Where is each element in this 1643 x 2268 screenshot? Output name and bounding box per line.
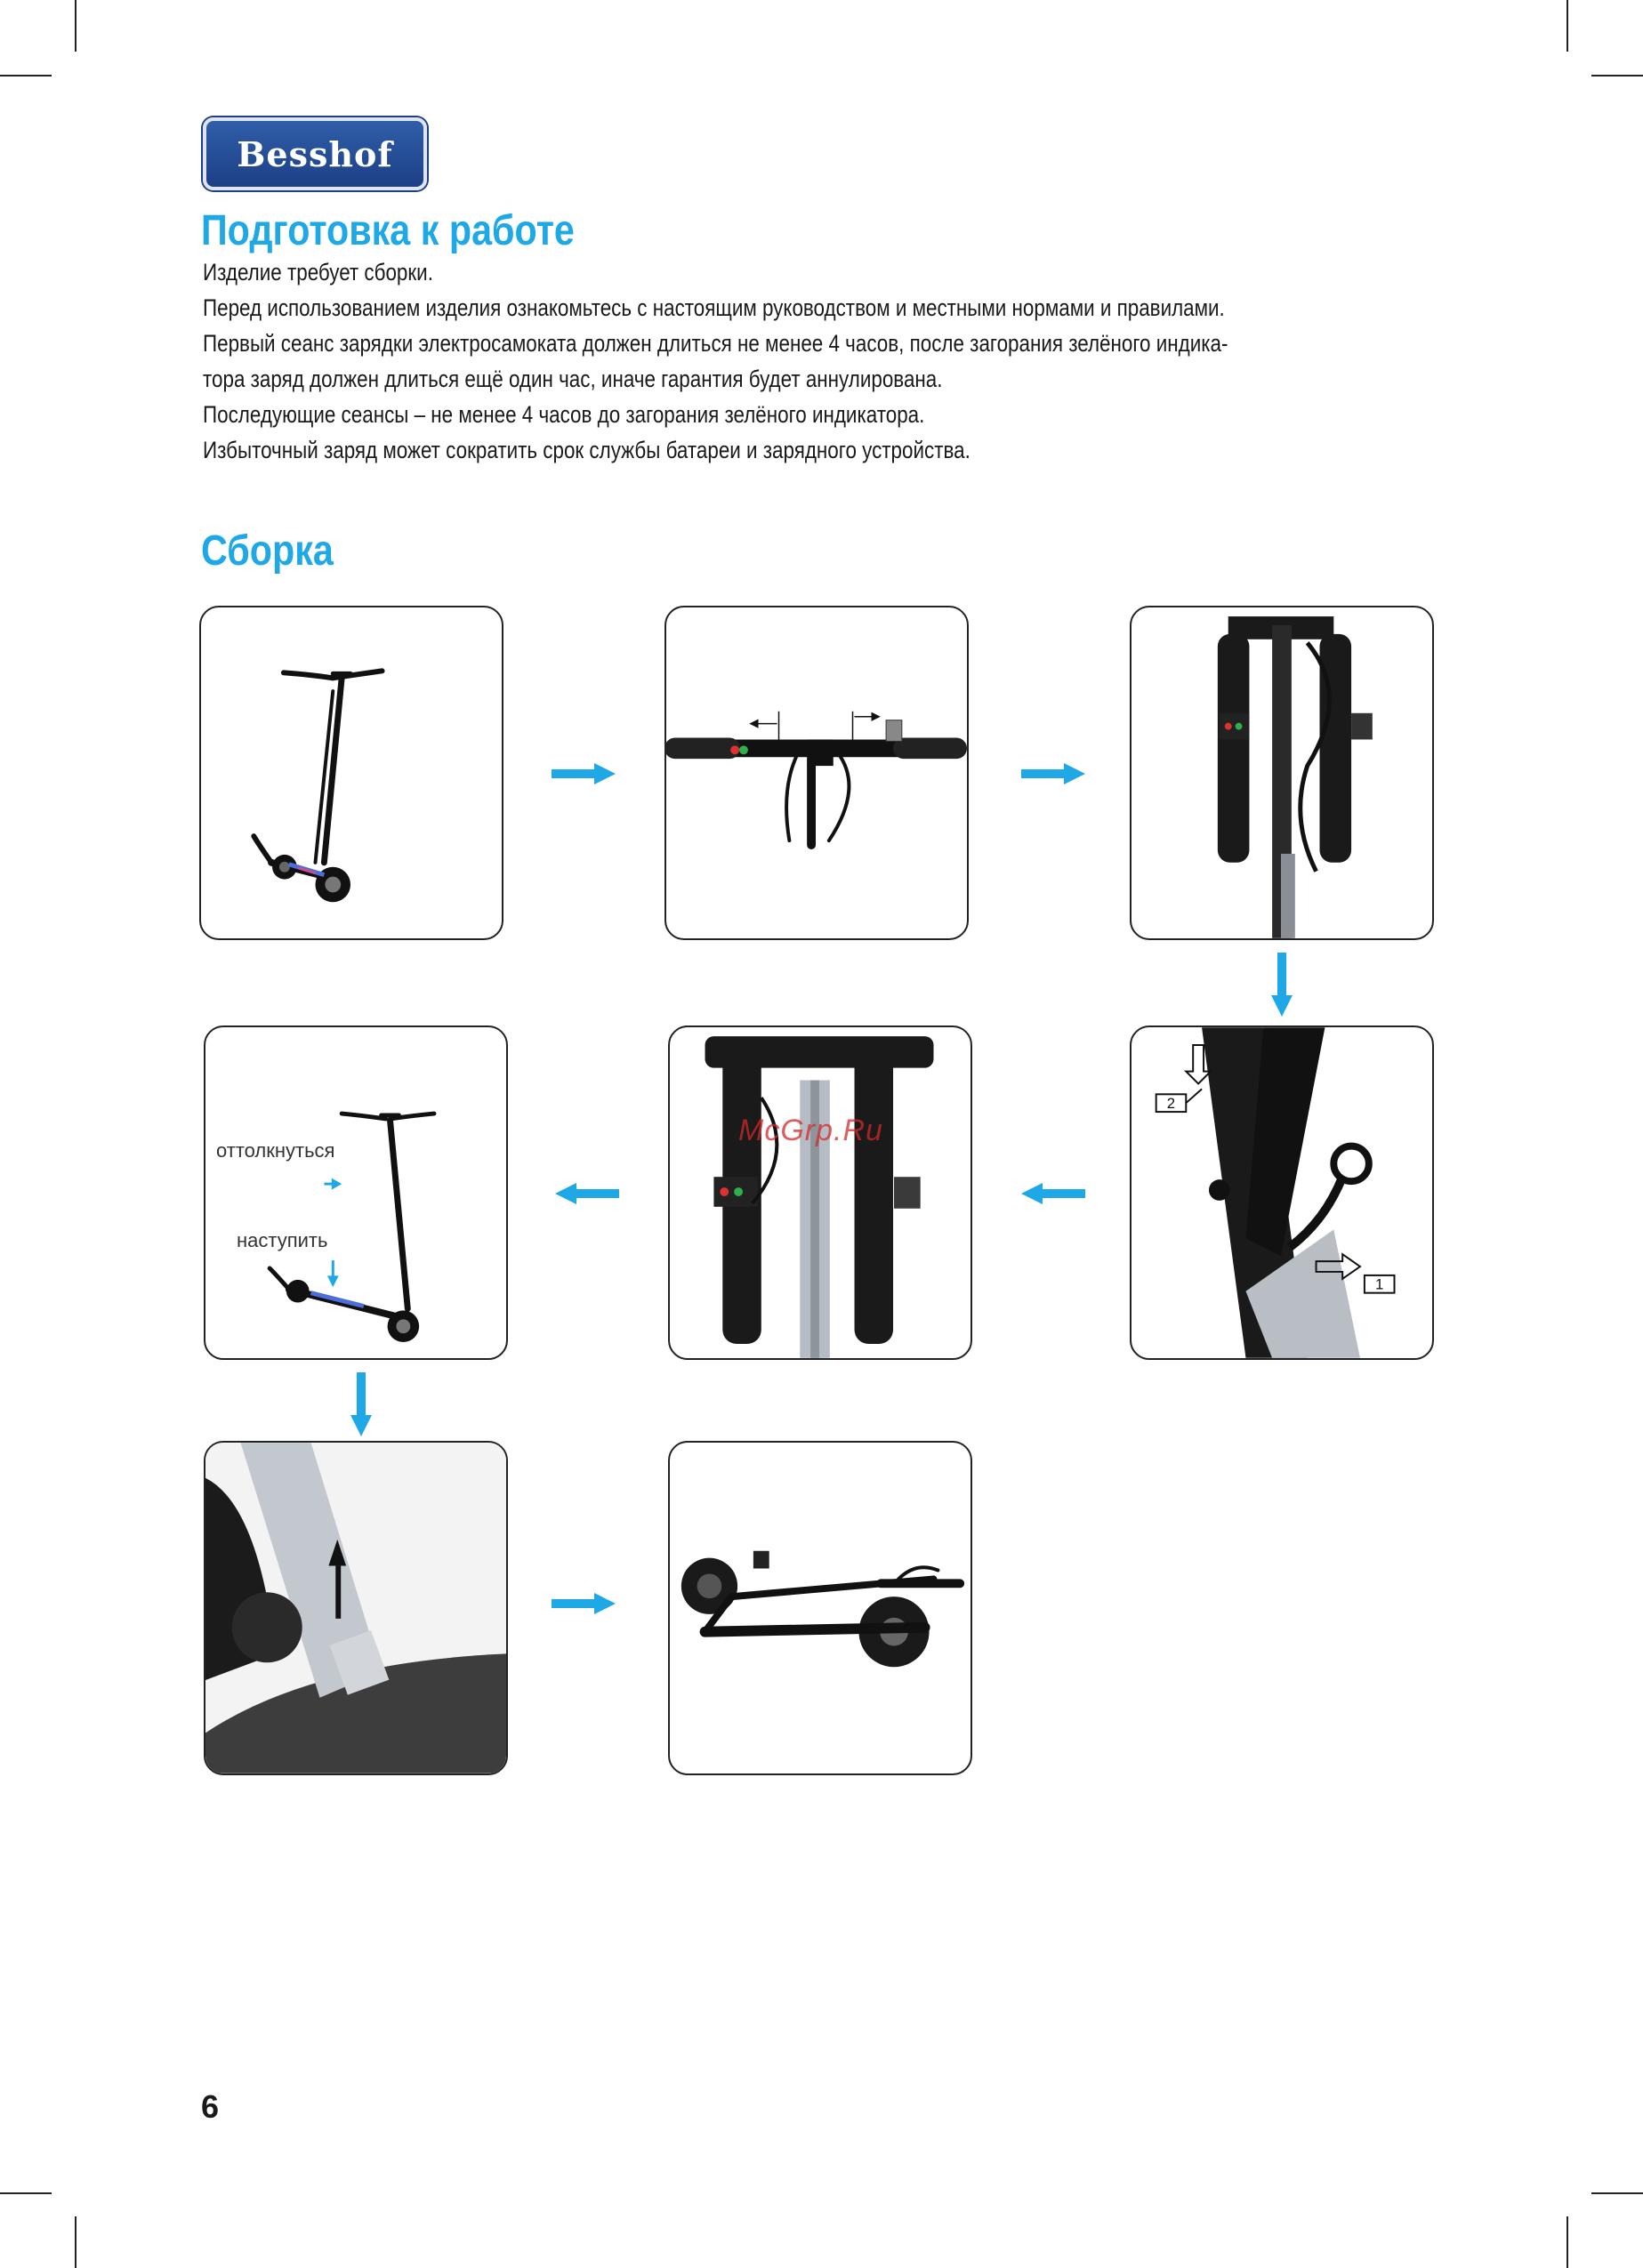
callout-2: 2 <box>1166 1095 1176 1113</box>
watermark-text: McGrp.Ru <box>738 1114 883 1147</box>
crop-mark <box>1591 2192 1643 2194</box>
step-8-image-riding <box>204 1025 508 1360</box>
crop-mark <box>1566 2216 1568 2268</box>
crop-mark <box>0 2192 52 2194</box>
step-on-label: наступить <box>237 1229 328 1251</box>
paragraph: Перед использованием изделия ознакомьтесь с настоящим руководством и местными нормами и правилами. <box>203 294 1225 321</box>
preparation-text <box>203 254 1252 468</box>
callout-1: 1 <box>1375 1275 1384 1293</box>
crop-mark <box>1566 0 1568 52</box>
crop-mark <box>75 0 77 52</box>
step-9-image-fold-latch <box>204 1441 508 1775</box>
step-1-image-unfolded-scooter <box>199 606 503 940</box>
step-10-image-folded-scooter <box>668 1441 972 1775</box>
assembly-title: Сборка <box>201 527 334 575</box>
arrow-down-icon <box>1271 953 1293 1017</box>
push-off-label: оттолкнуться <box>216 1139 335 1162</box>
crop-mark <box>75 2216 77 2268</box>
brand-logo-text: Besshof <box>237 133 393 174</box>
step-3-image-folded-handlebars <box>1130 606 1434 940</box>
paragraph: Избыточный заряд может сократить срок службы батареи и зарядного устройства. <box>203 437 970 463</box>
paragraph: Последующие сеансы – не менее 4 часов до загорания зелёного индикатора. <box>203 401 925 428</box>
arrow-right-icon <box>552 763 616 784</box>
step-4-image-stem-clamp <box>1130 1025 1434 1360</box>
brand-logo <box>203 117 427 190</box>
arrow-down-icon <box>350 1372 372 1436</box>
paragraph: тора заряд должен длиться ещё один час, иначе гарантия будет аннулирована. <box>203 366 943 392</box>
crop-mark <box>1591 75 1643 76</box>
arrow-right-icon <box>1021 763 1085 784</box>
step-2-image-handlebar <box>664 606 969 940</box>
arrow-right-icon <box>552 1593 616 1614</box>
arrow-left-icon <box>555 1183 619 1204</box>
paragraph: Первый сеанс зарядки электросамоката должен длиться не менее 4 часов, после загорания зелёного индика- <box>203 330 1228 357</box>
paragraph: Изделие требует сборки. <box>203 259 433 286</box>
crop-mark <box>0 75 52 76</box>
step-7-image-handlebar-grips <box>668 1025 972 1360</box>
preparation-title: Подготовка к работе <box>201 207 575 254</box>
arrow-left-icon <box>1021 1183 1085 1204</box>
page-number: 6 <box>201 2088 220 2125</box>
